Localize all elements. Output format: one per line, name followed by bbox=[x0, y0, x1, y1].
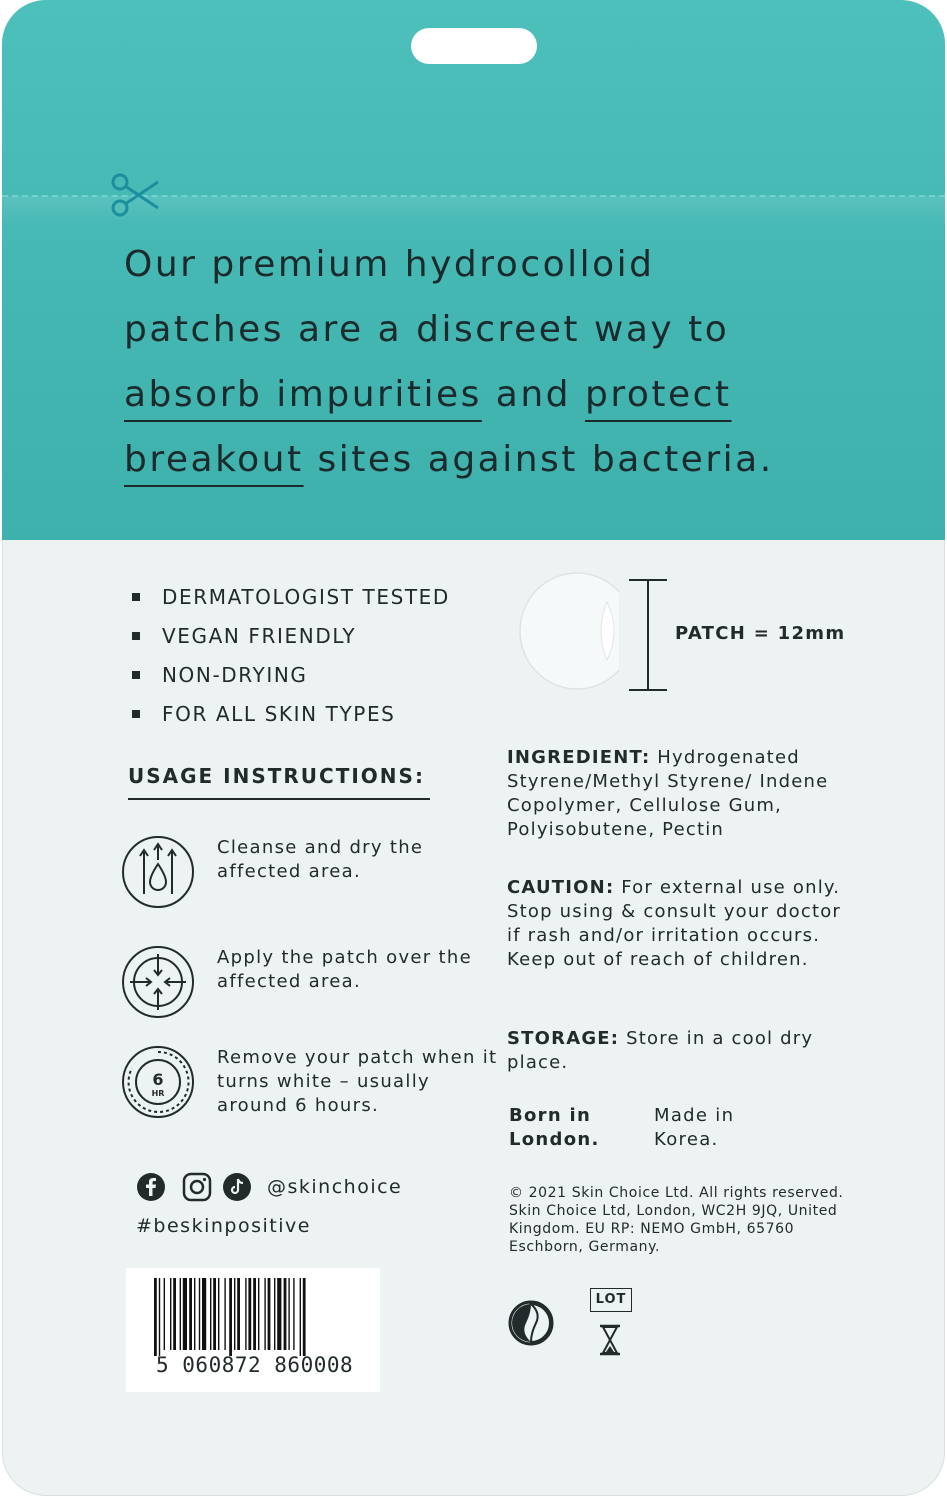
caution-label: CAUTION: bbox=[507, 877, 615, 898]
barcode-bar bbox=[218, 1278, 219, 1350]
timer-unit: HR bbox=[151, 1089, 165, 1098]
barcode-bar bbox=[258, 1278, 259, 1350]
patch-size-label: PATCH = 12mm bbox=[675, 623, 846, 644]
bullet-square-icon bbox=[132, 671, 140, 679]
ingredient-text: Hydrogenated Styrene/Methyl Styrene/ Indene Copolymer, Cellulose Gum, Polyisobutene, Pectin bbox=[507, 747, 829, 840]
ingredient-block bbox=[507, 746, 847, 842]
storage-label: STORAGE: bbox=[507, 1028, 620, 1049]
barcode-bar bbox=[210, 1278, 211, 1350]
tiktok-icon[interactable] bbox=[222, 1172, 252, 1202]
born-in-label: Born in London. bbox=[509, 1105, 600, 1150]
scissors-icon bbox=[110, 172, 162, 218]
size-bracket-icon bbox=[629, 579, 667, 691]
caution-text: For external use only. Stop using & consult your doctor if rash and/or irritation occurs. Keep out of reach of children. bbox=[507, 877, 842, 970]
social-handle: @skinchoice bbox=[267, 1176, 403, 1198]
storage-block bbox=[507, 1027, 847, 1075]
barcode-bar bbox=[173, 1278, 176, 1350]
barcode-bar bbox=[245, 1278, 246, 1350]
product-pouch bbox=[2, 0, 945, 1496]
barcode-bar bbox=[194, 1278, 195, 1350]
barcode-bar bbox=[154, 1278, 157, 1356]
instagram-icon[interactable] bbox=[182, 1172, 212, 1202]
ingredient-label: INGREDIENT: bbox=[507, 747, 651, 768]
feature-list bbox=[132, 578, 450, 734]
barcode-icon bbox=[154, 1278, 354, 1356]
barcode-bar bbox=[248, 1278, 251, 1350]
lot-label: LOT bbox=[590, 1288, 632, 1312]
feature-item: DERMATOLOGIST TESTED bbox=[132, 578, 450, 617]
barcode-bar bbox=[293, 1278, 294, 1350]
barcode-bar bbox=[199, 1278, 200, 1350]
barcode-bar bbox=[159, 1278, 160, 1356]
barcode-bar bbox=[253, 1278, 256, 1350]
caution-block bbox=[507, 876, 847, 972]
drop-arrows-icon bbox=[120, 834, 196, 910]
usage-step-text: Apply the patch over the affected area. bbox=[217, 947, 472, 992]
barcode-bar bbox=[224, 1278, 225, 1350]
barcode-bar bbox=[234, 1278, 235, 1350]
bullet-square-icon bbox=[132, 710, 140, 718]
barcode-bar bbox=[300, 1278, 301, 1356]
hourglass-icon bbox=[598, 1324, 622, 1356]
usage-step-text: Cleanse and dry the affected area. bbox=[217, 837, 424, 882]
timer-6hr-icon bbox=[120, 1044, 196, 1120]
headline-line-1: Our premium hydrocolloid bbox=[124, 244, 655, 285]
feature-item: NON-DRYING bbox=[132, 656, 450, 695]
barcode-bar bbox=[303, 1278, 306, 1356]
made-in-label: Made in Korea. bbox=[654, 1105, 735, 1150]
headline-underline-protect: protect bbox=[584, 374, 732, 415]
hang-hole bbox=[411, 28, 537, 64]
green-dot-icon bbox=[508, 1300, 554, 1346]
usage-step bbox=[120, 834, 500, 914]
target-arrows-icon bbox=[120, 944, 196, 1020]
copyright-text: © 2021 Skin Choice Ltd. All rights reserved. Skin Choice Ltd, London, WC2H 9JQ, United Kingdom. EU RP: NEMO GmbH, 65760 Eschborn, Germany. bbox=[509, 1185, 844, 1255]
headline-line-2: patches are a discreet way to bbox=[124, 309, 730, 350]
headline-and: and bbox=[481, 374, 585, 415]
barcode-bar bbox=[288, 1278, 289, 1350]
barcode-bar bbox=[213, 1278, 216, 1350]
bullet-square-icon bbox=[132, 632, 140, 640]
facebook-icon[interactable] bbox=[136, 1172, 166, 1202]
usage-instructions-title: USAGE INSTRUCTIONS: bbox=[128, 764, 430, 800]
barcode-bar bbox=[189, 1278, 192, 1350]
usage-step bbox=[120, 944, 500, 1024]
feature-item: VEGAN FRIENDLY bbox=[132, 617, 450, 656]
barcode-bar bbox=[183, 1278, 187, 1350]
bullet-square-icon bbox=[132, 593, 140, 601]
barcode-bar bbox=[170, 1278, 171, 1350]
feature-item: FOR ALL SKIN TYPES bbox=[132, 695, 450, 734]
headline-line-4-rest: sites against bacteria. bbox=[303, 439, 774, 480]
barcode-bar bbox=[284, 1278, 287, 1350]
barcode-bar bbox=[237, 1278, 240, 1350]
barcode-number: 5 060872 860008 bbox=[156, 1353, 354, 1377]
patch-window bbox=[519, 572, 619, 690]
barcode-bar bbox=[277, 1278, 281, 1350]
hashtag: #beskinpositive bbox=[136, 1215, 311, 1237]
headline-underline-breakout: breakout bbox=[124, 439, 304, 480]
usage-step bbox=[120, 1044, 500, 1124]
barcode-panel bbox=[126, 1268, 380, 1392]
headline bbox=[124, 232, 864, 492]
barcode-bar bbox=[274, 1278, 275, 1350]
timer-number: 6 bbox=[152, 1070, 164, 1089]
barcode-bar bbox=[264, 1278, 265, 1350]
barcode-bar bbox=[229, 1278, 232, 1356]
barcode-bar bbox=[202, 1278, 206, 1350]
barcode-bar bbox=[268, 1278, 271, 1350]
barcode-bar bbox=[164, 1278, 165, 1350]
barcode-bar bbox=[180, 1278, 181, 1350]
headline-underline-absorb: absorb impurities bbox=[124, 374, 482, 415]
usage-step-text: Remove your patch when it turns white – usually around 6 hours. bbox=[217, 1047, 498, 1116]
storage-text: Store in a cool dry place. bbox=[507, 1028, 814, 1073]
